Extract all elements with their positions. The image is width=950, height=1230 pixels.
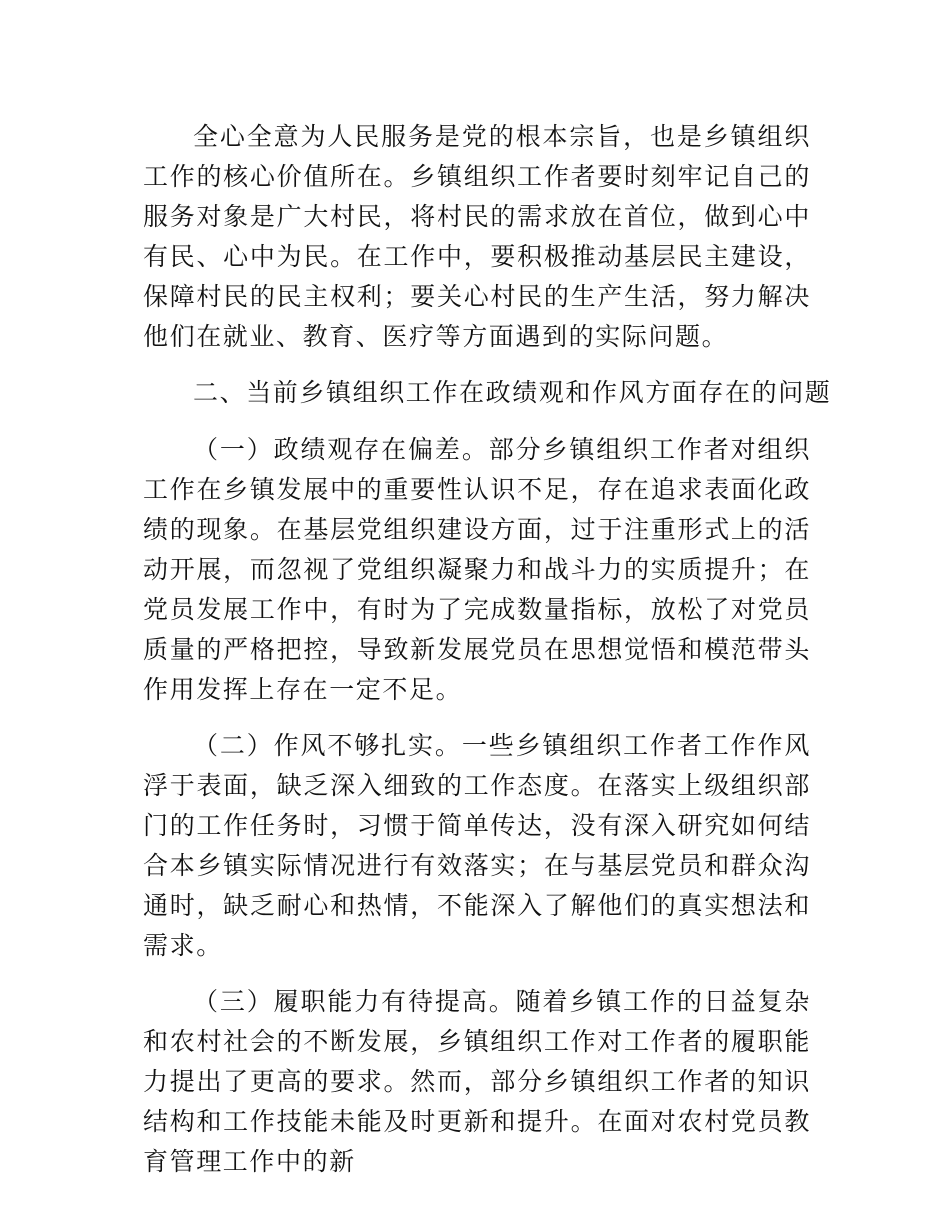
paragraph-work-style: （二）作风不够扎实。一些乡镇组织工作者工作作风浮于表面，缺乏深入细致的工作态度。在落实上级组织部门的工作任务时，习惯于简单传达，没有深入研究如何结合本乡镇实际情况进行有效落实；在与基层党员和群众沟通时，缺乏耐心和热情，不能深入了解他们的真实想法和需求。 [143, 731, 811, 960]
paragraph-performance-view: （一）政绩观存在偏差。部分乡镇组织工作者对组织工作在乡镇发展中的重要性认识不足，存在追求表面化政绩的现象。在基层党组织建设方面，过于注重形式上的活动开展，而忽视了党组织凝聚力和战斗力的实质提升；在党员发展工作中，有时为了完成数量指标，放松了对党员质量的严格把控，导致新发展党员在思想觉悟和模范带头作用发挥上存在一定不足。 [143, 435, 811, 704]
paragraph-service-purpose: 全心全意为人民服务是党的根本宗旨，也是乡镇组织工作的核心价值所在。乡镇组织工作者要时刻牢记自己的服务对象是广大村民，将村民的需求放在首位，做到心中有民、心中为民。在工作中，要积极推动基层民主建设，保障村民的民主权利；要关心村民的生产生活，努力解决他们在就业、教育、医疗等方面遇到的实际问题。 [143, 122, 811, 351]
paragraph-duty-capability: （三）履职能力有待提高。随着乡镇工作的日益复杂和农村社会的不断发展，乡镇组织工作对工作者的履职能力提出了更高的要求。然而，部分乡镇组织工作者的知识结构和工作技能未能及时更新和提升。在面对农村党员教育管理工作中的新 [143, 987, 811, 1176]
section-heading-problems: 二、当前乡镇组织工作在政绩观和作风方面存在的问题 [193, 378, 832, 407]
document-body [143, 117, 832, 1182]
